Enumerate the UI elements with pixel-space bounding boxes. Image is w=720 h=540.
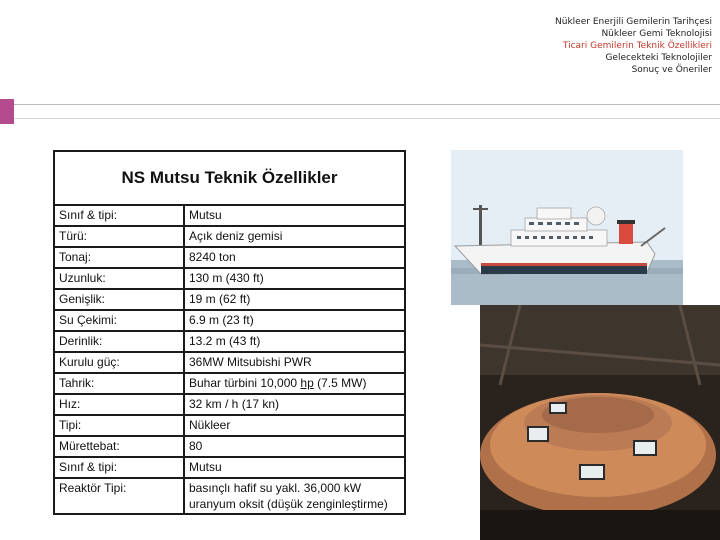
spec-label: Tipi: — [54, 415, 184, 436]
table-row — [54, 457, 405, 478]
nav-item-commercial-specs[interactable]: Ticari Gemilerin Teknik Özellikleri — [562, 41, 712, 51]
spec-value: Mutsu — [184, 205, 405, 226]
spec-label: Sınıf & tipi: — [54, 457, 184, 478]
table-row — [54, 331, 405, 352]
spec-label: Genişlik: — [54, 289, 184, 310]
spec-label: Tonaj: — [54, 247, 184, 268]
spec-label: Derinlik: — [54, 331, 184, 352]
spec-value: Mutsu — [184, 457, 405, 478]
reactor-photo — [480, 305, 720, 540]
table-row — [54, 289, 405, 310]
spec-value: Açık deniz gemisi — [184, 226, 405, 247]
table-row — [54, 415, 405, 436]
spec-label: Uzunluk: — [54, 268, 184, 289]
nav-item-conclusion[interactable]: Sonuç ve Öneriler — [631, 65, 712, 75]
spec-label: Su Çekimi: — [54, 310, 184, 331]
nav-item-technology[interactable]: Nükleer Gemi Teknolojisi — [601, 29, 712, 39]
spec-label: Reaktör Tipi: — [54, 478, 184, 514]
spec-value: 32 km / h (17 kn) — [184, 394, 405, 415]
ship-illustration — [451, 150, 683, 305]
spec-value: 6.9 m (23 ft) — [184, 310, 405, 331]
spec-label: Hız: — [54, 394, 184, 415]
spec-table — [53, 150, 406, 515]
spec-value: basınçlı hafif su yakl. 36,000 kW uranyum oksit (düşük zenginleştirme) — [184, 478, 405, 514]
spec-value: 80 — [184, 436, 405, 457]
spec-value: Nükleer — [184, 415, 405, 436]
spec-title-row — [54, 151, 405, 205]
hp-link[interactable]: hp — [300, 376, 314, 390]
table-row — [54, 226, 405, 247]
section-nav — [555, 16, 712, 76]
propulsion-text-mw: (7.5 MW) — [313, 376, 367, 390]
divider-line-secondary — [14, 118, 720, 119]
spec-value — [184, 373, 405, 394]
table-row — [54, 247, 405, 268]
table-row — [54, 205, 405, 226]
table-row — [54, 478, 405, 514]
table-row — [54, 352, 405, 373]
spec-label: Tahrik: — [54, 373, 184, 394]
nav-item-history[interactable]: Nükleer Enerjili Gemilerin Tarihçesi — [555, 17, 712, 27]
spec-value: 130 m (430 ft) — [184, 268, 405, 289]
spec-value: 13.2 m (43 ft) — [184, 331, 405, 352]
spec-label: Kurulu güç: — [54, 352, 184, 373]
reactor-illustration — [480, 305, 720, 540]
table-row — [54, 310, 405, 331]
ship-photo — [451, 150, 683, 305]
table-row — [54, 394, 405, 415]
spec-table-title: NS Mutsu Teknik Özellikler — [54, 151, 405, 205]
spec-value: 36MW Mitsubishi PWR — [184, 352, 405, 373]
table-row — [54, 436, 405, 457]
spec-label: Mürettebat: — [54, 436, 184, 457]
divider-line — [14, 104, 720, 105]
nav-item-future-tech[interactable]: Gelecekteki Teknolojiler — [605, 53, 712, 63]
propulsion-text: Buhar türbini 10,000 — [189, 376, 301, 390]
spec-value: 19 m (62 ft) — [184, 289, 405, 310]
accent-block — [0, 99, 14, 124]
table-row — [54, 268, 405, 289]
spec-value: 8240 ton — [184, 247, 405, 268]
table-row — [54, 373, 405, 394]
spec-label: Türü: — [54, 226, 184, 247]
spec-label: Sınıf & tipi: — [54, 205, 184, 226]
